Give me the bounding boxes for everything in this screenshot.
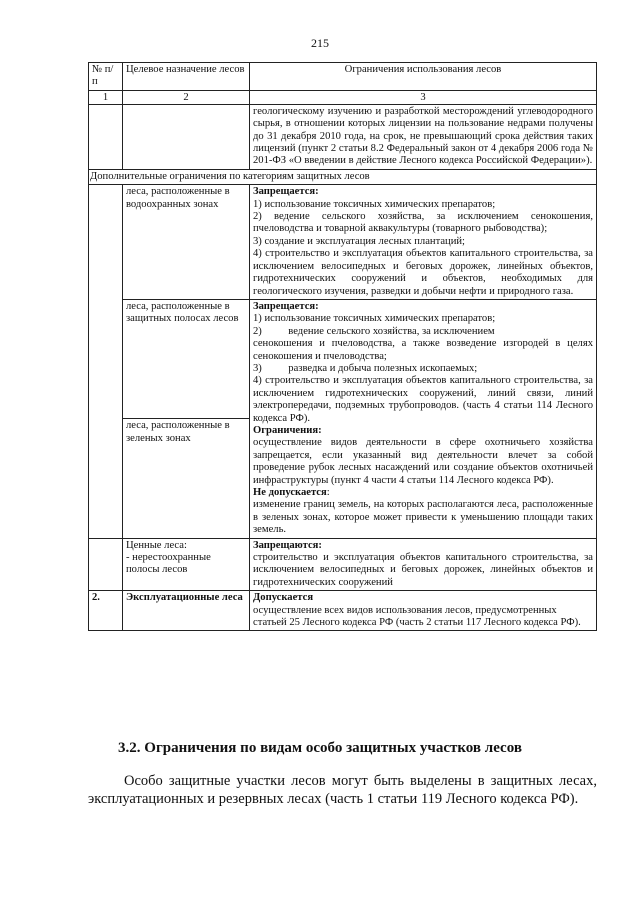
purpose-valuable: Ценные леса: - нерестоохранные полосы лесов bbox=[123, 538, 250, 591]
allowed-text: осуществление всех видов использования лесов, предусмотренных статьей 25 Лесного кодекса РФ (часть 2 статьи 117 Лесного кодекса РФ). bbox=[253, 604, 581, 629]
purpose-protective: леса, расположенные в защитных полосах лесов bbox=[123, 299, 250, 418]
allowed-heading: Допускается bbox=[253, 592, 314, 604]
section-title-row bbox=[89, 169, 597, 184]
restriction-item: 1) использование токсичных химических препаратов; bbox=[253, 198, 496, 210]
restriction-heading: Запрещается: bbox=[253, 186, 319, 198]
table-row bbox=[89, 185, 597, 300]
table-row bbox=[89, 538, 597, 591]
table-header-row bbox=[89, 63, 597, 91]
section-paragraph: Особо защитные участки лесов могут быть выделены в защитных лесах, эксплуатационных и резервных лесах (часть 1 статьи 119 Лесного кодекса РФ). bbox=[88, 773, 597, 807]
table-row bbox=[89, 299, 597, 418]
limits-text: осуществление видов деятельности в сфере охотничьего хозяйства запрещается, если указанный вид деятельности влечет за собой проведение рубок лесных насаждений или создание объектов охотничьей инфраструктуры (пункт 4 части 4 статьи 114 Лесного кодекса РФ). bbox=[253, 437, 593, 486]
restriction-item: 1) использование токсичных химических препаратов; bbox=[253, 313, 496, 325]
restriction-item: 4) строительство и эксплуатация объектов капитального строительства, за исключением велосипедных и беговых дорожек, линейных объектов, гидротехнических сооружений и объектов, необходимых для геологического изучения, разведки и добычи нефти и природного газа. bbox=[253, 248, 593, 297]
section-heading: 3.2. Ограничения по видам особо защитных участков лесов bbox=[118, 740, 522, 756]
restrictions-water bbox=[250, 185, 597, 300]
column-numbers-row bbox=[89, 90, 597, 104]
column-number: 3 bbox=[250, 90, 597, 104]
header-purpose: Целевое назначение лесов bbox=[123, 63, 250, 91]
restriction-item: 2) ведение сельского хозяйства, за исключением bbox=[253, 325, 495, 337]
purpose-water: леса, расположенные в водоохранных зонах bbox=[123, 185, 250, 300]
limits-heading: Ограничения: bbox=[253, 424, 322, 436]
row-number: 2. bbox=[89, 591, 123, 631]
not-allowed-colon: : bbox=[326, 487, 330, 498]
not-allowed-text: изменение границ земель, на которых располагаются леса, расположенные в зеленых зонах, которое может привести к уменьшению площади таких земель. bbox=[253, 499, 593, 536]
continuation-text: геологическому изучению и разработкой месторождений углеводородного сырья, в отношении которых лицензии на пользование недрами получены до 31 декабря 2010 года, на срок, не превышающий срока действия таких лицензий (пункт 2 статьи 8.2 Федеральный закон от 4 декабря 2006 года № 201-ФЗ «О введении в действие Лесного кодекса Российской Федерации»). bbox=[250, 104, 597, 169]
restriction-item: 3) разведка и добыча полезных ископаемых; bbox=[253, 362, 478, 374]
restrictions-shared bbox=[250, 299, 597, 538]
page-number: 215 bbox=[311, 36, 329, 50]
restriction-item: 2) ведение сельского хозяйства, за исключением сенокошения, пчеловодства и товарной аквакультуры (товарного рыбоводства); bbox=[253, 211, 593, 235]
restrictions-operational bbox=[250, 591, 597, 631]
restriction-item: 3) создание и эксплуатация лесных плантаций; bbox=[253, 235, 465, 247]
header-number: № п/п bbox=[89, 63, 123, 91]
restriction-text: строительство и эксплуатация объектов капитального строительства, за исключением велосипедных и беговых дорожек, линейных объектов и гидротехнических сооружений bbox=[253, 552, 593, 588]
restriction-heading: Запрещаются: bbox=[253, 539, 322, 551]
column-number: 2 bbox=[123, 90, 250, 104]
restrictions-valuable bbox=[250, 538, 597, 591]
column-number: 1 bbox=[89, 90, 123, 104]
not-allowed-heading: Не допускается bbox=[253, 487, 327, 498]
restriction-item: 4) строительство и эксплуатация объектов капитального строительства, за исключением гидротехнических сооружений, линий связи, линий электропередачи, подземных трубопроводов. (часть 4 статьи 114 Лесного кодекса РФ). bbox=[253, 375, 593, 424]
purpose-operational: Эксплуатационные леса bbox=[123, 591, 250, 631]
restrictions-table bbox=[88, 62, 597, 631]
restriction-item: сенокошения и пчеловодства, а также возведение изгородей в целях сенокошения и пчеловодства; bbox=[253, 338, 593, 362]
purpose-green: леса, расположенные в зеленых зонах bbox=[123, 419, 250, 538]
table-row bbox=[89, 591, 597, 631]
restriction-heading: Запрещается: bbox=[253, 300, 319, 312]
table-row bbox=[89, 104, 597, 169]
header-restrictions: Ограничения использования лесов bbox=[250, 63, 597, 91]
section-title: Дополнительные ограничения по категориям защитных лесов bbox=[89, 169, 597, 184]
